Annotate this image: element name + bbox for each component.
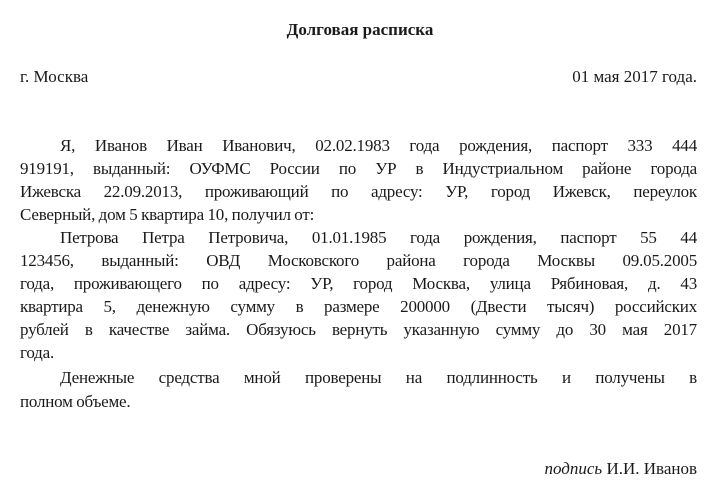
document-title: Долговая расписка (286, 20, 434, 39)
paragraph-line: квартира 5, денежную сумму в размере 200000 (Двести тысяч) российских (20, 297, 697, 316)
paragraph-line: года. (20, 343, 55, 362)
paragraph-line: Северный, дом 5 квартира 10, получил от: (20, 205, 315, 224)
paragraph-line: 123456, выданный: ОВД Московского района города Москвы 09.05.2005 (20, 251, 697, 270)
paragraph-line: полном объеме. (20, 392, 131, 411)
signature (545, 459, 697, 479)
signature-name: И.И. Иванов (606, 459, 697, 478)
date: 01 мая 2017 года. (572, 67, 697, 86)
paragraph-line: Денежные средства мной проверены на подлинность и получены в (60, 368, 697, 387)
city: г. Москва (20, 67, 89, 86)
paragraph-line: рублей в качестве займа. Обязуюсь вернуть указанную сумму до 30 мая 2017 (20, 320, 697, 339)
signature-label: подпись (544, 459, 603, 478)
paragraph-line: Ижевска 22.09.2013, проживающий по адресу: УР, город Ижевск, переулок (20, 182, 697, 201)
paragraph-line: 919191, выданный: ОУФМС России по УР в Индустриальном районе города (20, 159, 697, 178)
paragraph-line: года, проживающего по адресу: УР, город Москва, улица Рябиновая, д. 43 (20, 274, 697, 293)
paragraph-line: Я, Иванов Иван Иванович, 02.02.1983 года рождения, паспорт 333 444 (60, 136, 697, 155)
paragraph-line: Петрова Петра Петровича, 01.01.1985 года рождения, паспорт 55 44 (60, 228, 697, 247)
